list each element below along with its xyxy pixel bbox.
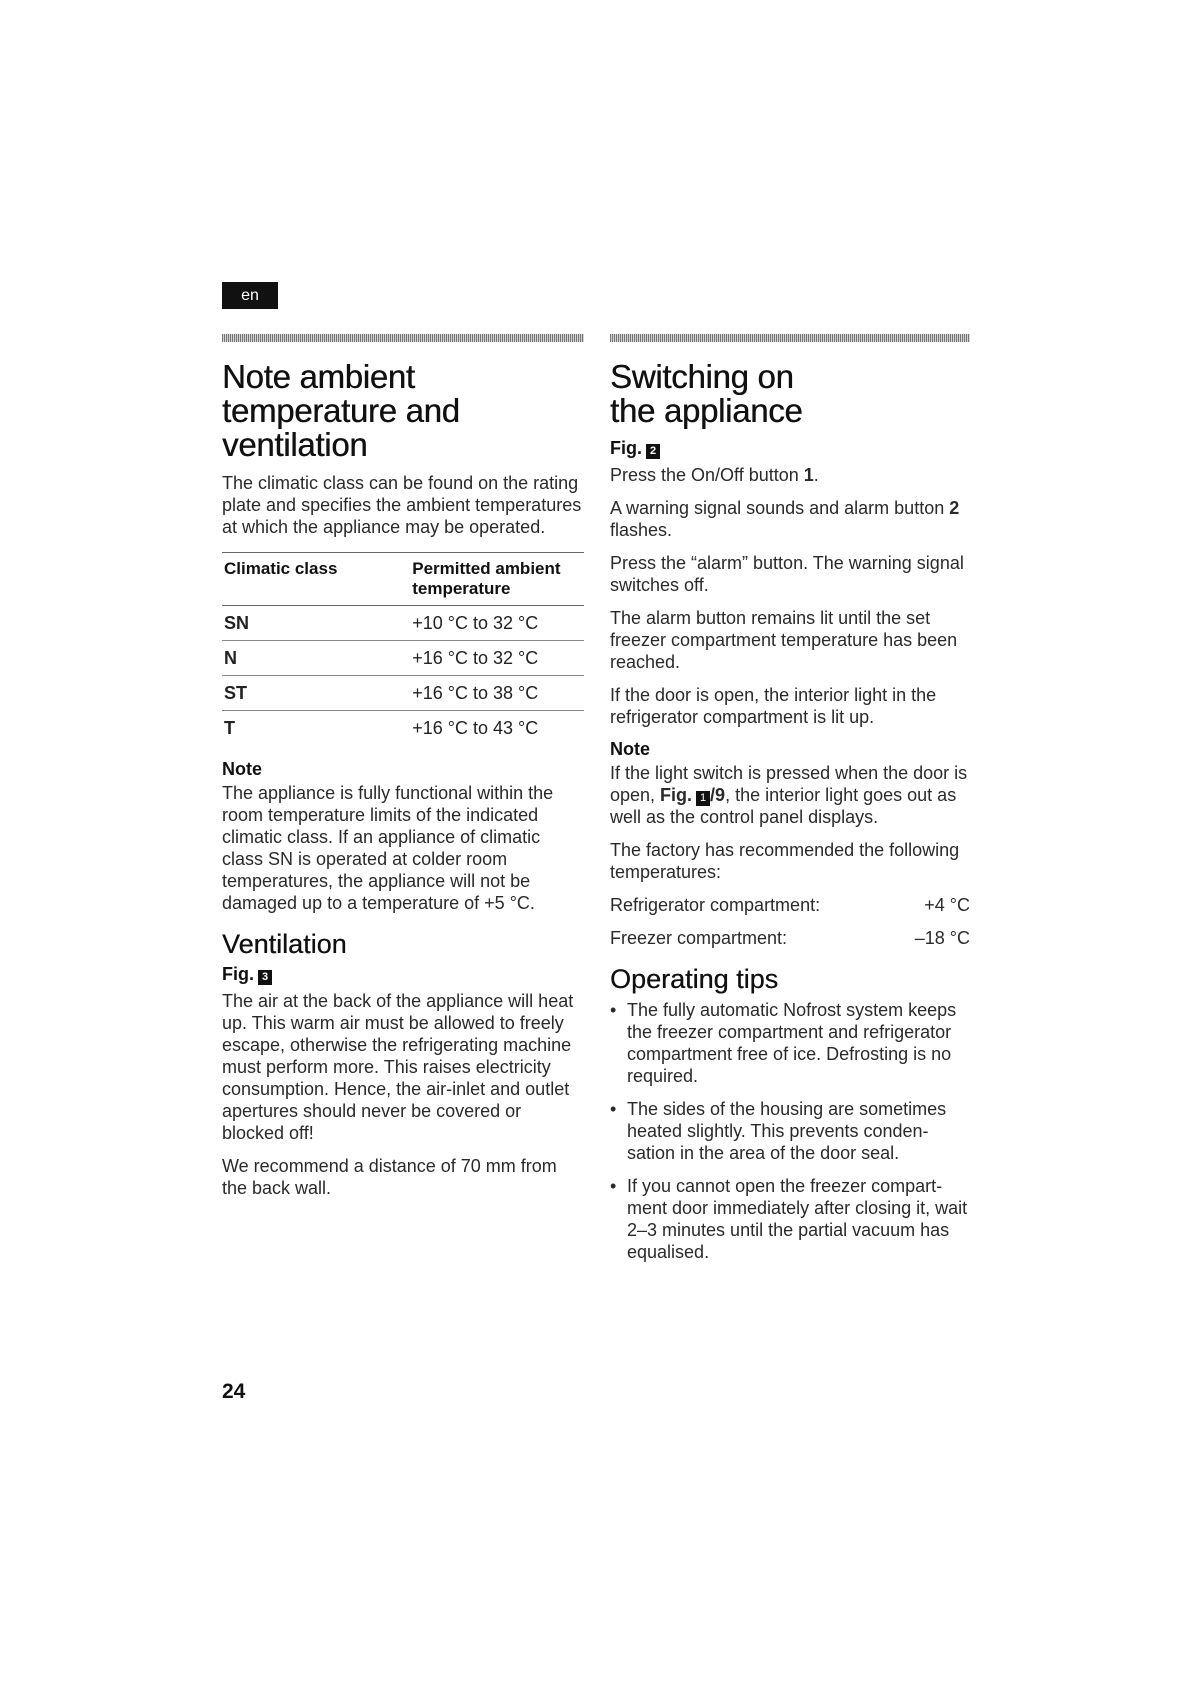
title-line: the appliance xyxy=(610,392,803,429)
table-row xyxy=(222,676,584,711)
note-paragraph: The appliance is fully functional within the room temperature limits of the indicated climatic class. If an appliance of climatic class SN is operated at colder room temperatures, the appliance will not be damaged up to a temperature of +5 °C. xyxy=(222,783,554,913)
left-column xyxy=(222,334,584,1210)
list-item: • If you cannot open the freezer compart-ment door immediately after closing it, wait 2–3 minutes until the partial vacuum has equalised. xyxy=(610,1175,970,1263)
climatic-class-table xyxy=(222,552,584,745)
instruction-text: flashes. xyxy=(610,520,673,540)
section-divider xyxy=(222,334,584,342)
table-header-class: Climatic class xyxy=(222,553,410,606)
note-heading: Note xyxy=(610,739,650,759)
list-item: • The fully automatic Nofrost system keeps the freezer compartment and refrigerator compartment free of ice. Defrosting is no required. xyxy=(610,999,970,1087)
title-line: Switching on xyxy=(610,358,794,395)
figure-reference xyxy=(610,438,970,459)
table-row xyxy=(222,641,584,676)
language-tag: en xyxy=(222,282,278,309)
compartment-temperature: –18 °C xyxy=(914,928,970,948)
instruction-text: A warning signal sounds and alarm button xyxy=(610,498,950,518)
instruction-text: Press the On/Off button xyxy=(610,465,804,485)
climatic-class-cell: T xyxy=(224,718,235,738)
list-item: • The sides of the housing are sometimes heated slightly. This prevents conden-sation in the area of the door seal. xyxy=(610,1098,970,1164)
figure-label: Fig. xyxy=(610,438,642,458)
temperature-range-cell: +16 °C to 32 °C xyxy=(410,641,584,676)
instruction-paragraph: The alarm button remains lit until the set freezer compartment temperature has been reached. xyxy=(610,608,958,672)
ventilation-heading: Ventilation xyxy=(222,929,347,959)
instruction-paragraph: If the door is open, the interior light in the refrigerator compartment is lit up. xyxy=(610,685,937,727)
right-column xyxy=(610,334,970,1274)
temperature-row xyxy=(610,894,970,916)
page-number: 24 xyxy=(222,1380,246,1403)
figure-number-badge: 1 xyxy=(696,791,710,806)
table-row xyxy=(222,711,584,746)
table-row xyxy=(222,606,584,641)
instruction-paragraph xyxy=(610,464,970,486)
temperature-range-cell: +16 °C to 43 °C xyxy=(412,718,539,738)
button-number: 1 xyxy=(803,465,814,485)
button-number: 2 xyxy=(949,498,960,518)
note-text: If the light switch is pressed when the door is open, xyxy=(610,763,968,805)
intro-paragraph: The climatic class can be found on the rating plate and specifies the ambient temperatures at which the appliance may be operated. xyxy=(222,473,582,537)
compartment-temperature: +4 °C xyxy=(924,895,970,915)
instruction-paragraph: Press the “alarm” button. The warning signal switches off. xyxy=(610,553,964,595)
climatic-class-cell: ST xyxy=(222,676,410,711)
figure-number-badge: 2 xyxy=(646,444,660,459)
operating-tips-list xyxy=(610,999,970,1263)
distance-paragraph: We recommend a distance of 70 mm from the back wall. xyxy=(222,1156,557,1198)
figure-reference xyxy=(222,964,584,985)
figure-number-badge: 3 xyxy=(258,970,272,985)
instruction-paragraph xyxy=(610,497,970,541)
section-title-ambient: Note ambient temperature and ventilation xyxy=(222,358,460,463)
section-divider xyxy=(610,334,970,342)
table-header-temperature: Permitted ambient temperature xyxy=(410,553,584,606)
note-paragraph xyxy=(610,762,970,828)
compartment-label: Refrigerator compartment: xyxy=(610,895,821,915)
instruction-text: . xyxy=(813,465,819,485)
climatic-class-cell: SN xyxy=(222,606,410,641)
operating-tips-heading: Operating tips xyxy=(610,964,779,994)
recommended-temps-intro: The factory has recommended the following temperatures: xyxy=(610,840,960,882)
table-header-row xyxy=(222,553,584,606)
temperature-range-cell: +16 °C to 38 °C xyxy=(410,676,584,711)
note-heading: Note xyxy=(222,759,262,779)
figure-suffix: /9 xyxy=(710,785,726,805)
temperature-row xyxy=(610,927,970,949)
ventilation-paragraph: The air at the back of the appliance will heat up. This warm air must be allowed to freely escape, otherwise the refrigerating machine must perform more. This raises electricity consumption. Hence, the air-inlet and outlet apertures should never be covered or blocked off! xyxy=(222,991,574,1143)
temperature-range-cell: +10 °C to 32 °C xyxy=(410,606,584,641)
note-text: , the interior light goes out as well as the control panel displays. xyxy=(610,785,957,827)
figure-label: Fig. xyxy=(222,964,254,984)
compartment-label: Freezer compartment: xyxy=(610,928,788,948)
climatic-class-cell: N xyxy=(222,641,410,676)
section-title-switching-on xyxy=(610,360,970,428)
figure-label: Fig. xyxy=(660,785,693,805)
